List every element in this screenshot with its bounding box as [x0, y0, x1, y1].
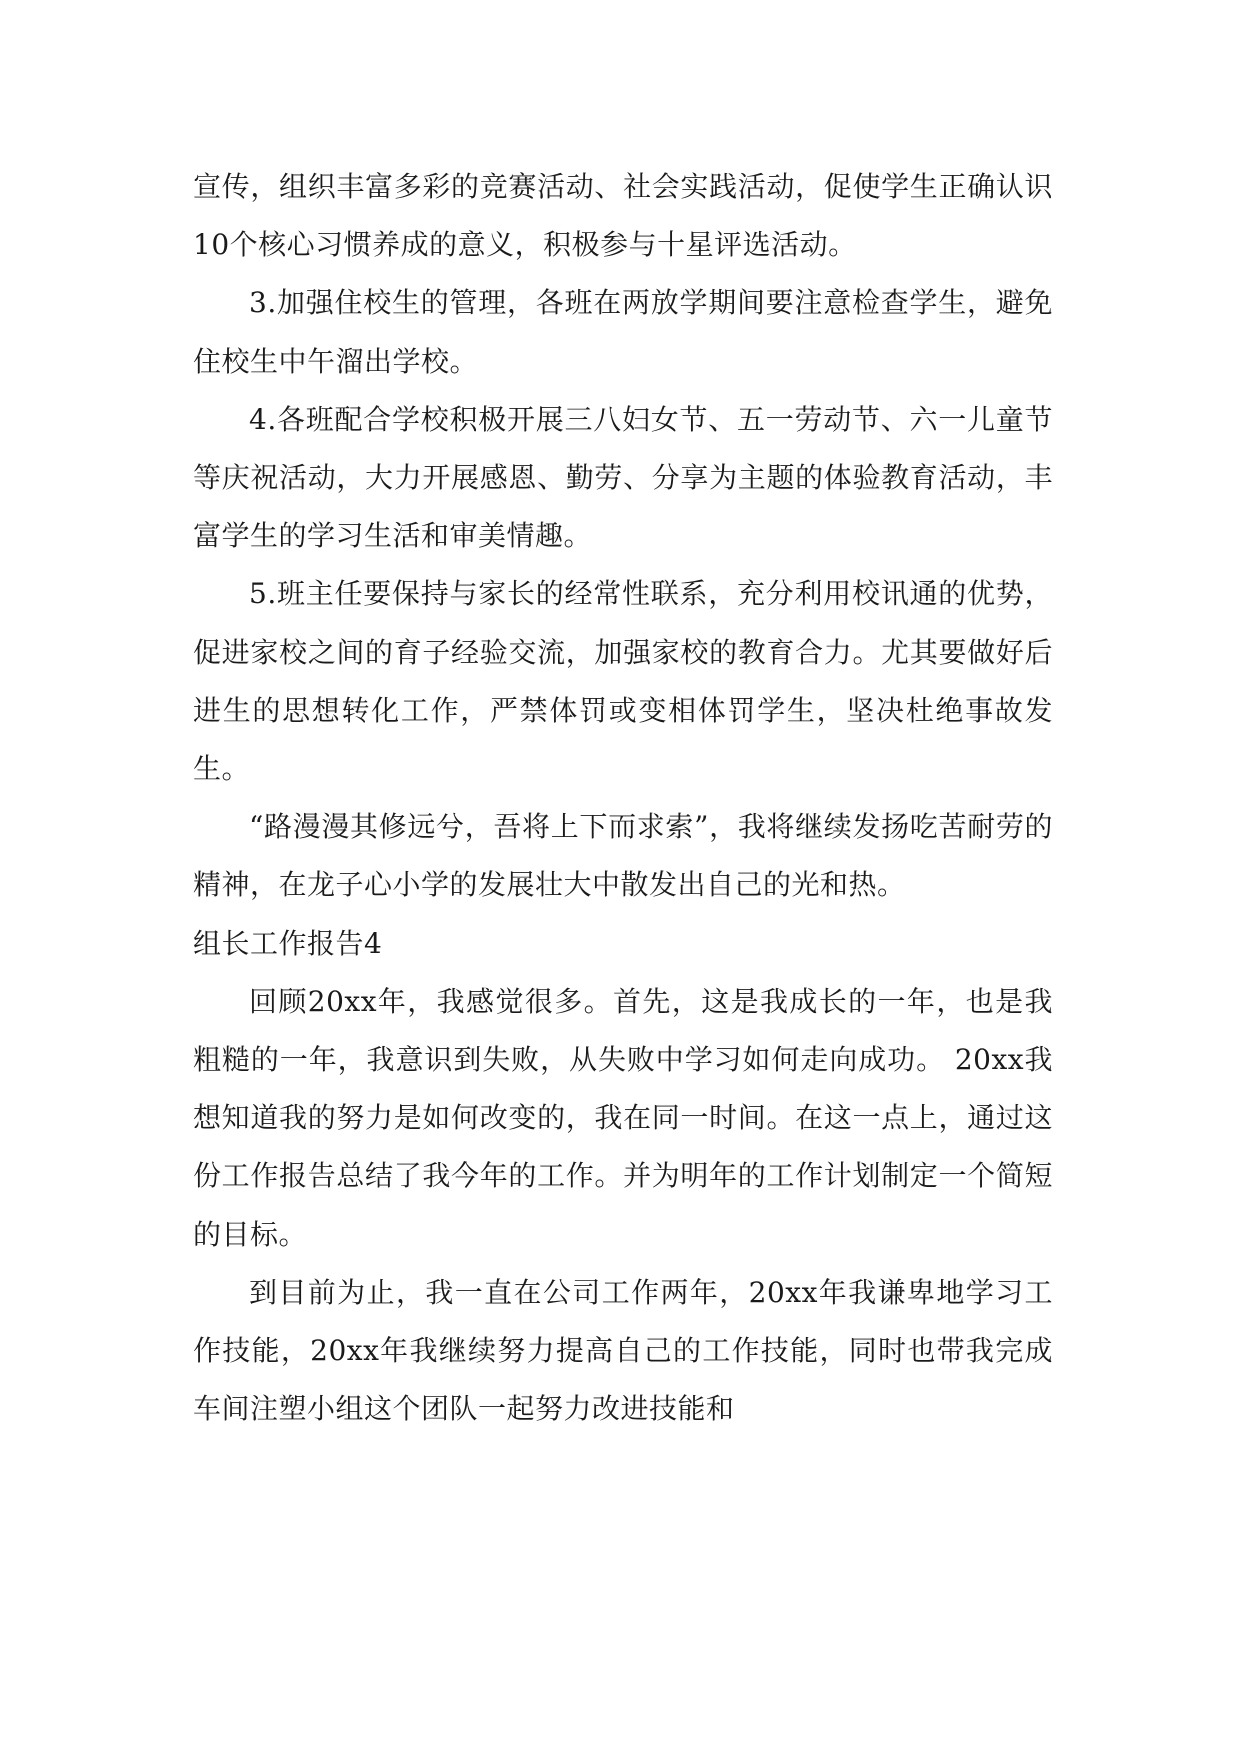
paragraph-2: 3.加强住校生的管理，各班在两放学期间要注意检查学生，避免住校生中午溜出学校。: [193, 286, 1053, 378]
paragraph-6: 回顾20xx年，我感觉很多。首先，这是我成长的一年，也是我粗糙的一年，我意识到失败，从失败中学习如何走向成功。 20xx我想知道我的努力是如何改变的，我在同一时间。在这一点上，通过这份工作报告总结了我今年的工作。并为明年的工作计划制定一个简短的目标。: [193, 984, 1053, 1251]
paragraph-4: 5.班主任要保持与家长的经常性联系，充分利用校讯通的优势，促进家校之间的育子经验交流，加强家校的教育合力。尤其要做好后进生的思想转化工作，严禁体罚或变相体罚学生，坚决杜绝事故发生。: [193, 577, 1053, 786]
paragraph-5: “路漫漫其修远兮，吾将上下而求索”，我将继续发扬吃苦耐劳的精神，在龙子心小学的发展壮大中散发出自己的光和热。: [193, 810, 1053, 902]
document-page: [193, 158, 1053, 1438]
paragraph-7: 到目前为止，我一直在公司工作两年，20xx年我谦卑地学习工作技能，20xx年我继续努力提高自己的工作技能，同时也带我完成车间注塑小组这个团队一起努力改进技能和: [193, 1275, 1053, 1426]
section-heading: 组长工作报告4: [193, 926, 383, 960]
paragraph-3: 4.各班配合学校积极开展三八妇女节、五一劳动节、六一儿童节等庆祝活动，大力开展感恩、勤劳、分享为主题的体验教育活动，丰富学生的学习生活和审美情趣。: [193, 402, 1053, 553]
paragraph-1: 宣传，组织丰富多彩的竞赛活动、社会实践活动，促使学生正确认识10个核心习惯养成的意义，积极参与十星评选活动。: [193, 170, 1053, 262]
